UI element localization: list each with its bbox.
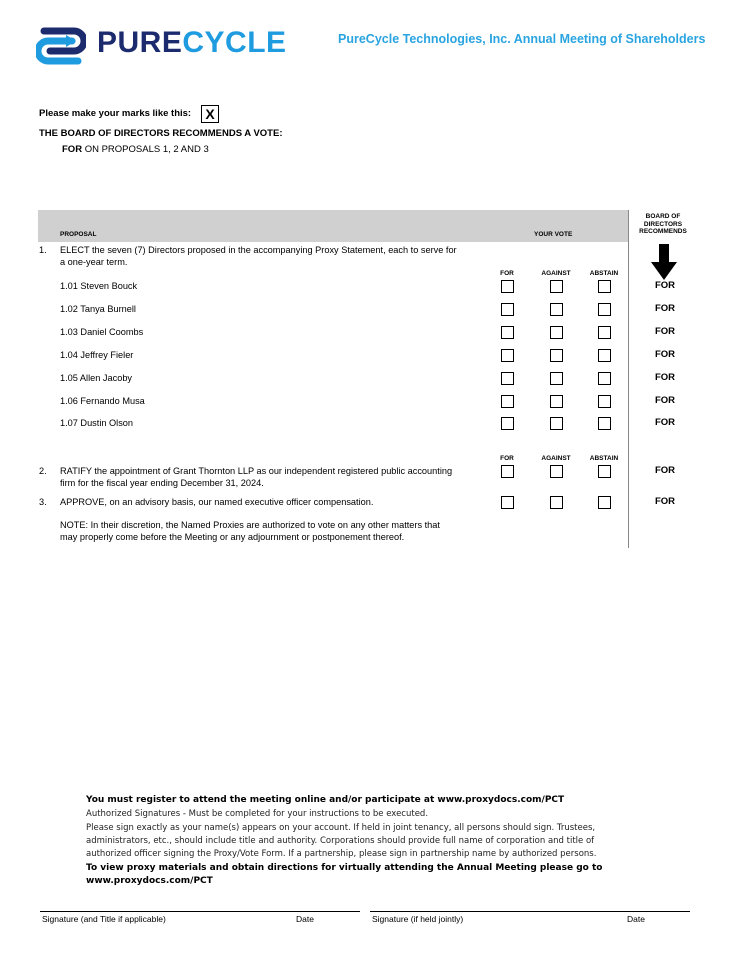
director-6-for-checkbox[interactable] <box>501 395 514 408</box>
director-4-for-checkbox[interactable] <box>501 349 514 362</box>
director-4-recommendation: FOR <box>654 349 676 360</box>
board-header-line1: BOARD OF <box>645 213 681 220</box>
meeting-title: PureCycle Technologies, Inc. Annual Meeting of Shareholders <box>338 32 706 46</box>
director-4-abstain-checkbox[interactable] <box>598 349 611 362</box>
p2-against-header: AGAINST <box>541 455 571 462</box>
for-proposals-line <box>62 144 209 155</box>
proposal-2-number: 2. <box>39 466 47 476</box>
director-6-abstain-checkbox[interactable] <box>598 395 611 408</box>
p1-against-header: AGAINST <box>541 270 571 277</box>
proposal-2-text-line2: firm for the fiscal year ending December 31, 2024. <box>60 478 264 488</box>
proxydocs-link[interactable]: www.proxydocs.com/PCT <box>86 876 213 886</box>
board-recommendation-heading: THE BOARD OF DIRECTORS RECOMMENDS A VOTE: <box>39 128 283 139</box>
proposal-2-for-checkbox[interactable] <box>501 465 514 478</box>
proposal-column-header: PROPOSAL <box>60 231 97 238</box>
proposal-3-recommendation: FOR <box>654 496 676 507</box>
proposal-1-text-line2: a one-year term. <box>60 257 128 267</box>
proposal-2-abstain-checkbox[interactable] <box>598 465 611 478</box>
down-arrow-icon <box>651 244 677 280</box>
date-label-1: Date <box>296 914 314 924</box>
director-2-label: 1.02 Tanya Burnell <box>60 304 136 314</box>
proposal-1-number: 1. <box>39 245 47 255</box>
proxies-note <box>60 519 500 543</box>
director-4-label: 1.04 Jeffrey Fieler <box>60 350 134 360</box>
logo-text-pure: PURE <box>97 26 183 59</box>
director-5-recommendation: FOR <box>654 372 676 383</box>
note-line1: NOTE: In their discretion, the Named Proxies are authorized to vote on any other matters that <box>60 520 440 530</box>
p2-abstain-header: ABSTAIN <box>589 455 619 462</box>
director-6-against-checkbox[interactable] <box>550 395 563 408</box>
director-2-recommendation: FOR <box>654 303 676 314</box>
director-5-abstain-checkbox[interactable] <box>598 372 611 385</box>
proposal-3-number: 3. <box>39 497 47 507</box>
proposal-2-text-line1: RATIFY the appointment of Grant Thornton LLP as our independent registered public accounting <box>60 466 453 476</box>
for-label: FOR <box>62 144 83 155</box>
board-header-line3: RECOMMENDS <box>639 228 687 235</box>
director-1-label: 1.01 Steven Bouck <box>60 281 138 291</box>
director-6-recommendation: FOR <box>654 395 676 406</box>
director-1-abstain-checkbox[interactable] <box>598 280 611 293</box>
p1-for-header: FOR <box>500 270 514 277</box>
date-label-2: Date <box>627 914 645 924</box>
note-line2: may properly come before the Meeting or any adjournment or postponement thereof. <box>60 532 405 542</box>
proposal-3-for-checkbox[interactable] <box>501 496 514 509</box>
proposal-3-text: APPROVE, on an advisory basis, our named executive officer compensation. <box>60 497 374 507</box>
director-4-against-checkbox[interactable] <box>550 349 563 362</box>
purecycle-logo-text <box>97 26 287 60</box>
mark-example-box: X <box>201 105 219 123</box>
director-1-against-checkbox[interactable] <box>550 280 563 293</box>
director-2-against-checkbox[interactable] <box>550 303 563 316</box>
director-3-label: 1.03 Daniel Coombs <box>60 327 144 337</box>
proposals-list-label: ON PROPOSALS 1, 2 AND 3 <box>84 144 209 155</box>
authorized-signatures-note: Authorized Signatures - Must be completed for your instructions to be executed. <box>86 809 429 819</box>
director-7-label: 1.07 Dustin Olson <box>60 418 134 428</box>
marks-instruction: Please make your marks like this: <box>39 108 192 119</box>
signature-label-1: Signature (and Title if applicable) <box>42 914 166 924</box>
director-3-abstain-checkbox[interactable] <box>598 326 611 339</box>
director-7-abstain-checkbox[interactable] <box>598 417 611 430</box>
proposal-2-text <box>60 465 500 489</box>
proposal-1-text-line1: ELECT the seven (7) Directors proposed in the accompanying Proxy Statement, each to serve for <box>60 245 457 255</box>
p1-abstain-header: ABSTAIN <box>589 270 619 277</box>
proposal-2-recommendation: FOR <box>654 465 676 476</box>
director-7-against-checkbox[interactable] <box>550 417 563 430</box>
director-5-label: 1.05 Allen Jacoby <box>60 373 133 383</box>
register-instruction: You must register to attend the meeting online and/or participate at www.proxydocs.com/PCT <box>86 795 565 805</box>
view-materials-note <box>86 862 602 888</box>
director-3-recommendation: FOR <box>654 326 676 337</box>
board-header-line2: DIRECTORS <box>643 220 683 228</box>
board-recommends-header <box>632 213 694 236</box>
signature-label-2: Signature (if held jointly) <box>372 914 464 924</box>
signing-line3: authorized officer signing the Proxy/Vote Form. If a partnership, please sign in partnership name by authorized persons. <box>86 849 597 859</box>
director-3-against-checkbox[interactable] <box>550 326 563 339</box>
director-1-recommendation: FOR <box>654 280 676 291</box>
director-3-for-checkbox[interactable] <box>501 326 514 339</box>
signing-instructions <box>86 822 666 861</box>
proposal-3-abstain-checkbox[interactable] <box>598 496 611 509</box>
director-2-for-checkbox[interactable] <box>501 303 514 316</box>
signature-line-1[interactable] <box>40 911 360 912</box>
logo-text-cycle: CYCLE <box>182 26 287 59</box>
director-7-recommendation: FOR <box>654 417 676 428</box>
proposal-1-text <box>60 244 500 268</box>
proposal-2-against-checkbox[interactable] <box>550 465 563 478</box>
purecycle-logo-icon <box>36 25 86 67</box>
director-7-for-checkbox[interactable] <box>501 417 514 430</box>
proposal-3-against-checkbox[interactable] <box>550 496 563 509</box>
director-6-label: 1.06 Fernando Musa <box>60 396 145 406</box>
signing-line1: Please sign exactly as your name(s) appears on your account. If held in joint tenancy, all persons should sign. Trustees, <box>86 823 596 833</box>
director-5-against-checkbox[interactable] <box>550 372 563 385</box>
signing-line2: administrators, etc., should include title and authority. Corporations should provide full name of corporation and title of <box>86 836 595 846</box>
recommendation-divider <box>628 210 629 548</box>
director-1-for-checkbox[interactable] <box>501 280 514 293</box>
signature-line-2[interactable] <box>370 911 690 912</box>
view-materials-line1: To view proxy materials and obtain directions for virtually attending the Annual Meeting please go to <box>86 863 603 873</box>
director-5-for-checkbox[interactable] <box>501 372 514 385</box>
director-2-abstain-checkbox[interactable] <box>598 303 611 316</box>
your-vote-column-header: YOUR VOTE <box>534 231 573 238</box>
p2-for-header: FOR <box>500 455 514 462</box>
